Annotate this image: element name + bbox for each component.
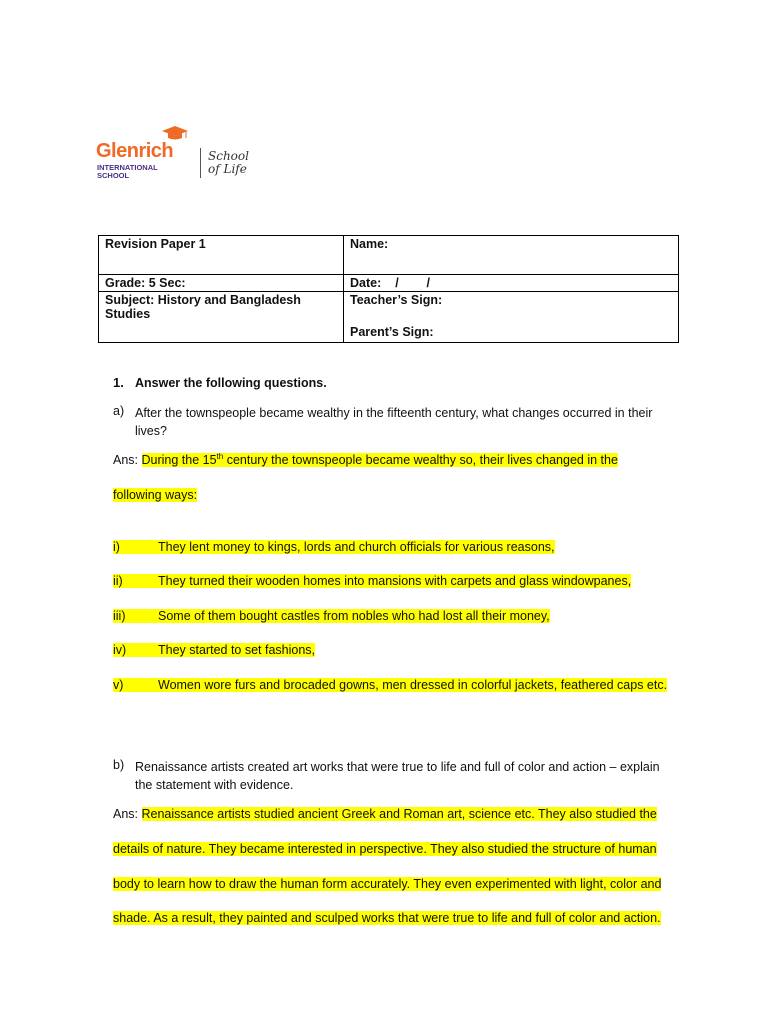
logo-tagline: School of Life (208, 149, 249, 176)
logo-divider (200, 148, 201, 178)
section-heading: 1. Answer the following questions. (113, 375, 327, 390)
answer-b-line-4: shade. As a result, they painted and sculped works that were true to life and full of color and action. (113, 911, 661, 925)
logo-brand: Glenrich (96, 140, 174, 162)
answer-a-line-1: Ans: During the 15th century the townspeople became wealthy so, their lives changed in the (113, 451, 618, 467)
name-cell: Name: (344, 236, 679, 275)
answer-b-line-1: Ans: Renaissance artists studied ancient Greek and Roman art, science etc. They also studied the (113, 807, 657, 821)
grade-cell: Grade: 5 Sec: (99, 275, 344, 292)
revision-cell: Revision Paper 1 (99, 236, 344, 275)
list-item: i) They lent money to kings, lords and church officials for various reasons, (113, 540, 555, 554)
list-item: v) Women wore furs and brocaded gowns, men dressed in colorful jackets, feathered caps etc. (113, 678, 668, 692)
subject-cell: Subject: History and Bangladesh Studies (99, 292, 344, 343)
question-b: b) Renaissance artists created art works that were true to life and full of color and action – explain the statement with evidence. (113, 758, 660, 792)
date-cell: Date: / / (344, 275, 679, 292)
answer-a-line-2: following ways: (113, 488, 198, 502)
answer-b-line-2: details of nature. They became interested in perspective. They also studied the structure of human (113, 842, 657, 856)
teacher-sign-label: Teacher’s Sign: (350, 293, 443, 307)
list-item: iii) Some of them bought castles from nobles who had lost all their money, (113, 609, 550, 623)
school-logo (96, 124, 264, 184)
answer-b-line-3: body to learn how to draw the human form accurately. They even experimented with light, color and (113, 877, 662, 891)
signature-cell (344, 292, 679, 343)
student-info-table (98, 235, 679, 343)
list-item: ii) They turned their wooden homes into mansions with carpets and glass windowpanes, (113, 574, 632, 588)
parent-sign-label: Parent’s Sign: (350, 325, 434, 339)
graduation-cap-icon (162, 126, 188, 140)
question-a: a) After the townspeople became wealthy in the fifteenth century, what changes occurred in their lives? (113, 404, 653, 438)
logo-subtitle: INTERNATIONAL SCHOOL (97, 163, 158, 180)
list-item: iv) They started to set fashions, (113, 643, 316, 657)
